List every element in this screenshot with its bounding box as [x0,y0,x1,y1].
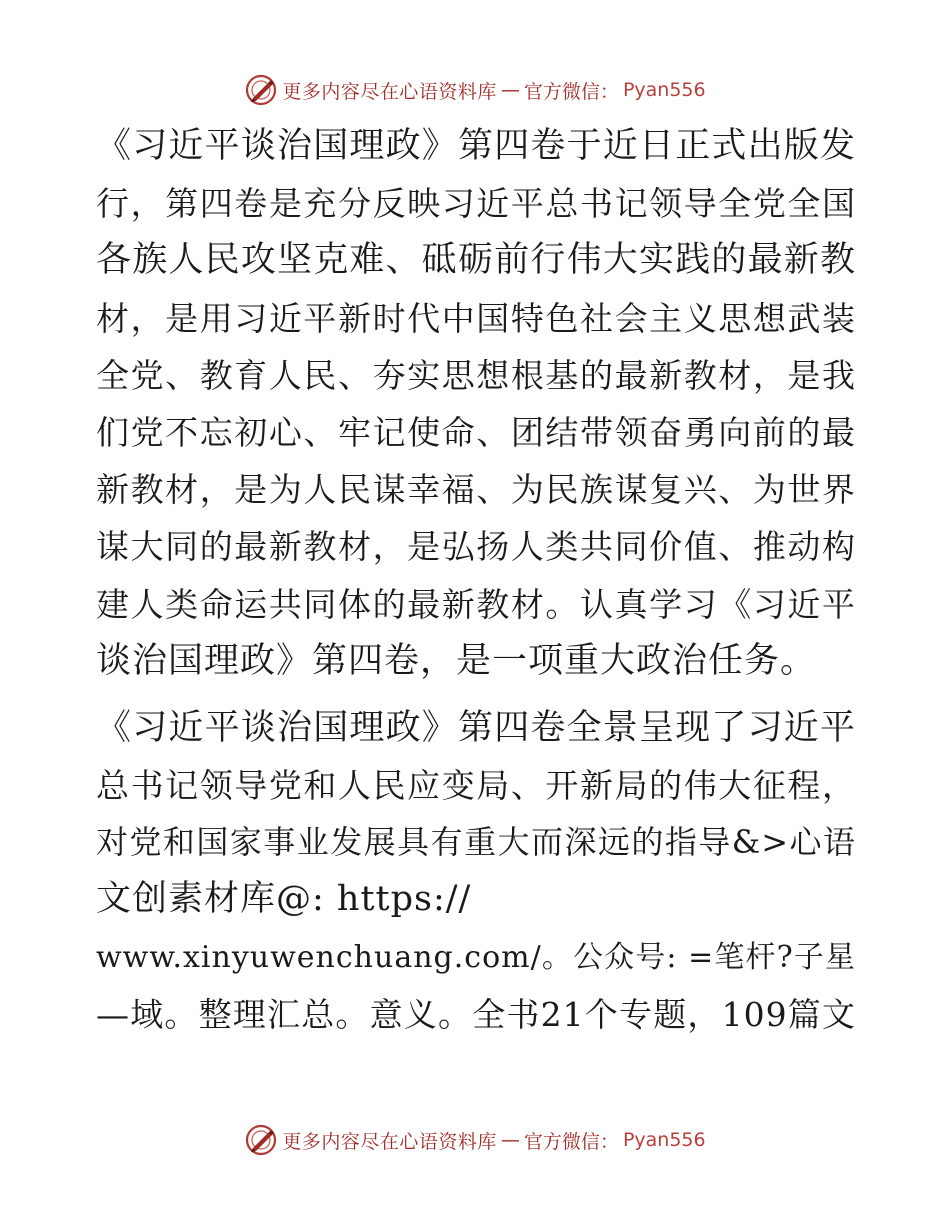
text-line: 谈治国理政》第四卷，是一项重大政治任务。 [96,640,817,681]
banner-wechat-label: 官方微信： [523,1130,619,1153]
footer-banner [0,1120,950,1160]
text-line: 们党不忘初心、牢记使命、团结带领奋勇向前的最 [96,412,856,452]
pen-logo-icon [244,1123,278,1157]
text-line: 总书记领导党和人民应变局、开新局的伟大征程， [96,766,856,806]
banner-wechat-id: Pyan556 [622,79,706,101]
text-line: 建人类命运共同体的最新教材。认真学习《习近平 [96,584,856,624]
text-line: 《习近平谈治国理政》第四卷全景呈现了习近平 [96,707,856,748]
banner-separator: — [500,1129,520,1151]
banner-slogan: 更多内容尽在心语资料库 [282,80,497,103]
text-line: —域。整理汇总。意义。全书21个专题，109篇文 [96,994,856,1034]
text-line: 各族人民攻坚克难、砥砺前行伟大实践的最新教 [96,240,856,281]
text-line: 材，是用习近平新时代中国特色社会主义思想武装 [96,298,856,338]
paragraph-2 [96,700,856,1043]
text-line: 文创素材库@: https:// [96,879,472,920]
banner-slogan: 更多内容尽在心语资料库 [282,1130,497,1153]
paragraph-1 [96,118,856,690]
banner-wechat-label: 官方微信： [523,80,619,103]
text-line: 对党和国家事业发展具有重大而深远的指导&>心语 [96,823,856,862]
header-banner [0,70,950,110]
pen-logo-icon [244,73,278,107]
text-line: 全党、教育人民、夯实思想根基的最新教材，是我 [96,355,856,395]
text-line: www.xinyuwenchuang.com/。公众号: =笔杆?子星 [96,939,856,975]
text-line: 新教材，是为人民谋幸福、为民族谋复兴、为世界 [96,470,856,510]
text-line: 行，第四卷是充分反映习近平总书记领导全党全国 [96,184,856,224]
banner-wechat-id: Pyan556 [622,1129,706,1151]
article-body [96,118,856,1043]
text-line: 谋大同的最新教材，是弘扬人类共同价值、推动构 [96,527,856,567]
banner-separator: — [500,79,520,101]
text-line: 《习近平谈治国理政》第四卷于近日正式出版发 [96,126,856,166]
